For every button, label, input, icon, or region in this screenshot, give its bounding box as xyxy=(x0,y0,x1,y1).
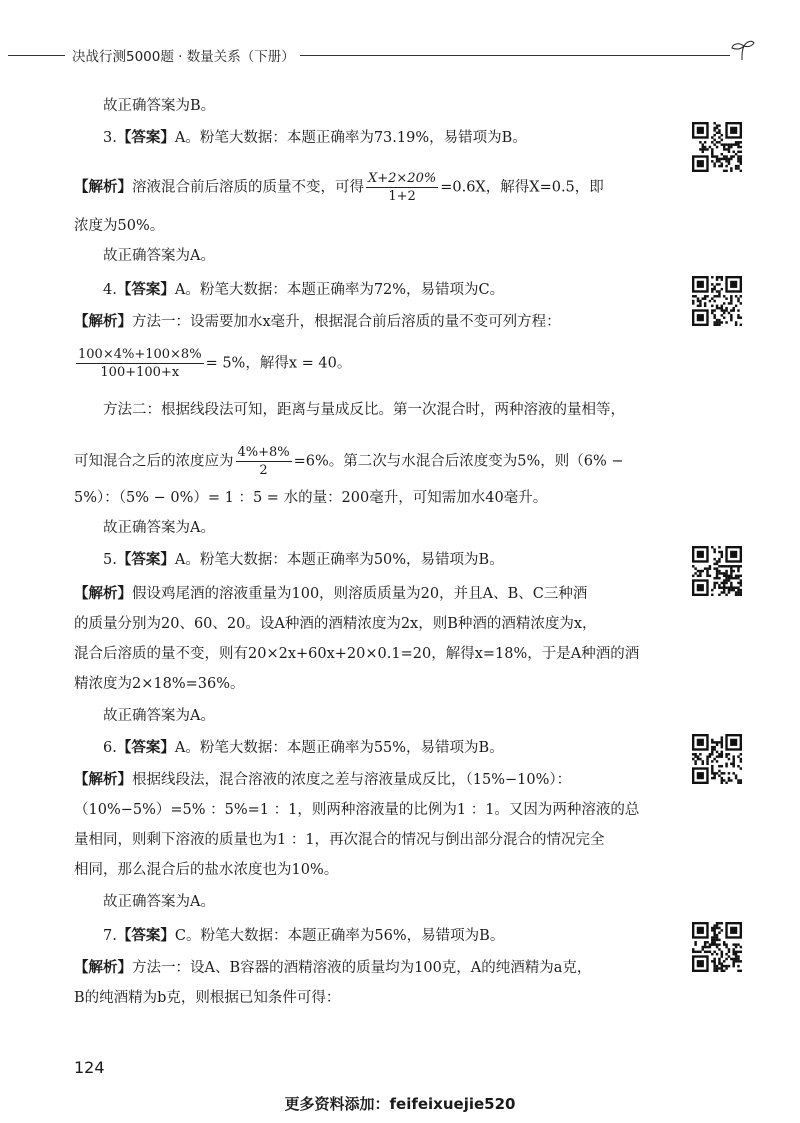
q4-method2-text-c: =6%。第二次与水混合后浓度变为5%，则（6% − xyxy=(293,453,624,470)
q6-explanation-line3: 量相同，则剩下溶液的质量也为1 ：1，再次混合的情况与倒出部分混合的情况完全 xyxy=(74,832,605,848)
q5-answer-line xyxy=(103,550,504,570)
q6-answer-line xyxy=(103,738,504,758)
q4-fraction2-numerator: 4%+8% xyxy=(237,445,290,460)
answer-tag: 【答案】 xyxy=(116,740,175,756)
q5-explanation-text-a: 假设鸡尾酒的溶液重量为100，则溶质质量为20，并且A、B、C三种酒 xyxy=(132,586,588,602)
q5-explanation-line3: 混合后溶质的量不变，则有20×2x+60x+20×0.1=20，解得x=18%，于是A种酒的酒 xyxy=(74,646,640,662)
q7-number: 7. xyxy=(103,928,117,944)
q3-answer-line xyxy=(103,128,527,148)
page-header xyxy=(0,44,800,64)
q6-explanation-line2: （10%−5%）=5% ：5%=1 ：1，则两种溶液量的比例为1 ：1。又因为两种溶液的总 xyxy=(74,802,640,818)
q4-method2-line: 方法二：根据线段法可知，距离与量成反比。第一次混合时，两种溶液的量相等， xyxy=(103,402,625,418)
answer-tag: 【答案】 xyxy=(116,282,175,298)
q4-explanation-text-b: = 5%，解得x = 40。 xyxy=(205,355,352,372)
q4-method2-line2 xyxy=(74,444,624,479)
answer-tag: 【答案】 xyxy=(116,552,175,568)
explanation-tag: 【解析】 xyxy=(74,586,132,602)
answer-tag: 【答案】 xyxy=(116,928,175,944)
q7-explanation-text-a: 方法一：设A、B容器的酒精溶液的质量均为100克，A的纯酒精为a克， xyxy=(132,960,592,976)
q4-conclusion: 故正确答案为A。 xyxy=(103,520,215,536)
q3-fraction-numerator: X+2×20% xyxy=(368,171,437,186)
qr-code-icon xyxy=(692,122,742,172)
q4-number: 4. xyxy=(103,282,117,298)
q5-explanation-line4: 精浓度为2×18%=36%。 xyxy=(74,676,245,692)
explanation-tag: 【解析】 xyxy=(74,772,132,788)
qr-code-icon xyxy=(692,546,742,596)
q7-answer-text: C。粉笔大数据：本题正确率为56%，易错项为B。 xyxy=(174,928,505,944)
q3-fraction xyxy=(366,170,438,205)
q4-equation-line xyxy=(74,346,351,381)
q7-answer-line xyxy=(103,926,504,946)
q3-explanation-text-b: =0.6X，解得X=0.5，即 xyxy=(440,179,604,196)
q6-explanation-line4: 相同，那么混合后的盐水浓度也为10%。 xyxy=(74,862,339,878)
q4-fraction-denominator: 100+100+x xyxy=(100,365,180,380)
header-rule-left xyxy=(8,55,65,56)
q4-fraction2-denominator: 2 xyxy=(259,463,268,478)
q4-fraction xyxy=(76,346,204,381)
q7-explanation-line xyxy=(74,958,591,978)
q3-number: 3. xyxy=(103,130,117,146)
page-number: 124 xyxy=(74,1058,105,1077)
q4-explanation-line xyxy=(74,312,561,332)
book-title: 决战行测5000题 · 数量关系（下册） xyxy=(72,49,295,65)
explanation-tag: 【解析】 xyxy=(74,314,132,330)
q6-answer-text: A。粉笔大数据：本题正确率为55%，易错项为B。 xyxy=(174,740,504,756)
q6-number: 6. xyxy=(103,740,117,756)
answer-tag: 【答案】 xyxy=(116,130,175,146)
q4-answer-text: A。粉笔大数据：本题正确率为72%，易错项为C。 xyxy=(174,282,505,298)
q3-explanation-text-a: 溶液混合前后溶质的质量不变，可得 xyxy=(132,179,364,196)
q5-number: 5. xyxy=(103,552,117,568)
q4-method2-line3: 5%）：（5% − 0%）= 1 ：5 = 水的量：200毫升，可知需加水40毫升。 xyxy=(74,490,548,506)
sprout-icon xyxy=(728,38,756,62)
q3-explanation-cont: 浓度为50%。 xyxy=(74,218,165,234)
header-rule-right xyxy=(300,55,730,56)
q7-explanation-line2: B的纯酒精为b克，则根据已知条件可得： xyxy=(74,990,341,1006)
q4-fraction-2 xyxy=(236,444,292,479)
q3-fraction-denominator: 1+2 xyxy=(388,189,416,204)
q5-explanation-line2: 的质量分别为20、60、20。设A种酒的酒精浓度为2x，则B种酒的酒精浓度为x， xyxy=(74,616,597,632)
qr-code-icon xyxy=(692,922,742,972)
explanation-tag: 【解析】 xyxy=(74,960,132,976)
qr-code-icon xyxy=(692,734,742,784)
q5-explanation-line xyxy=(74,584,587,604)
q6-explanation-line xyxy=(74,770,571,790)
answer-line: 故正确答案为B。 xyxy=(103,98,216,114)
q4-fraction-numerator: 100×4%+100×8% xyxy=(78,347,202,362)
q5-conclusion: 故正确答案为A。 xyxy=(103,708,215,724)
q3-explanation-line xyxy=(74,170,604,205)
q3-answer-text: A。粉笔大数据：本题正确率为73.19%，易错项为B。 xyxy=(174,130,527,146)
qr-code-icon xyxy=(692,276,742,326)
q4-explanation-text-a: 方法一：设需要加水x毫升，根据混合前后溶质的量不变可列方程： xyxy=(132,314,561,330)
explanation-tag: 【解析】 xyxy=(74,179,132,196)
q6-conclusion: 故正确答案为A。 xyxy=(103,894,215,910)
q4-answer-line xyxy=(103,280,504,300)
footer-note: 更多资料添加：feifeixuejie520 xyxy=(284,1095,516,1113)
q5-answer-text: A。粉笔大数据：本题正确率为50%，易错项为B。 xyxy=(174,552,504,568)
q3-conclusion: 故正确答案为A。 xyxy=(103,248,215,264)
q4-method2-text-b: 可知混合之后的浓度应为 xyxy=(74,453,234,470)
q6-explanation-text-a: 根据线段法，混合溶液的浓度之差与溶液量成反比，（15%−10%）： xyxy=(132,772,572,788)
